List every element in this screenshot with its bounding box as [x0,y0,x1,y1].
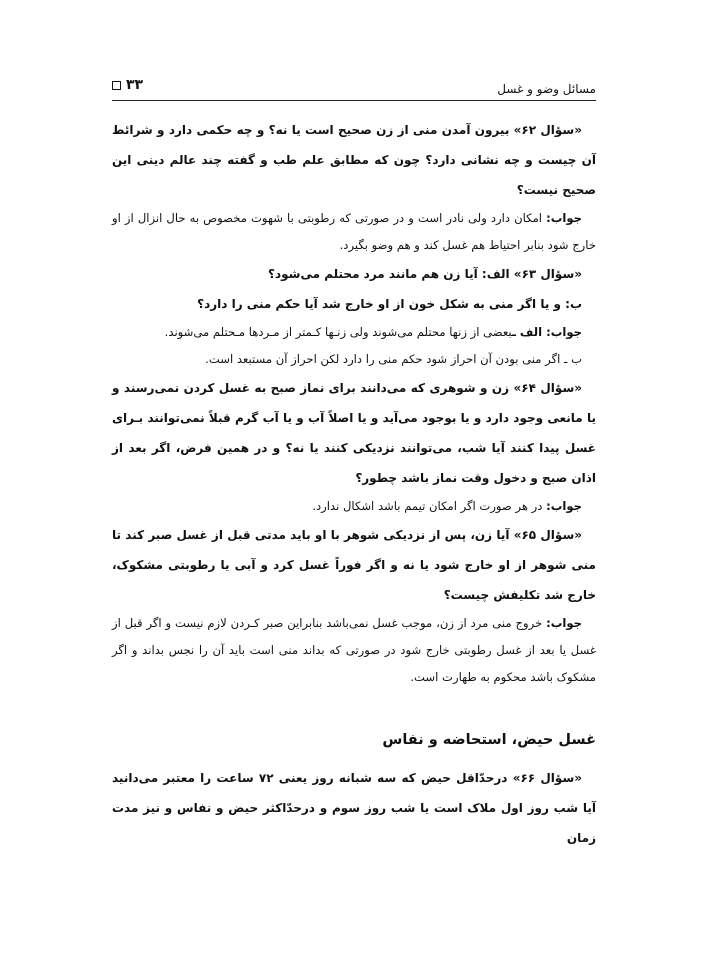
question-62 [112,115,596,205]
answer-63-b [112,346,596,373]
page-header [112,70,596,101]
question-label: «سؤال ۶۳» [513,267,582,281]
question-63-b [112,289,596,319]
question-66 [112,763,596,853]
question-64 [112,373,596,493]
section-heading: غسل حیض، استحاضه و نفاس [382,732,596,748]
answer-text: امکان دارد ولی نادر است و در صورتی که رطوبتی با شهوت مخصوص به حال انزال از او خارج شود بنابر احتیاط هم غسل کند و هم وضو بگیرد. [112,211,596,252]
answer-63-a [112,319,596,346]
answer-text: بعضی از زنها محتلم می‌شوند ولی زنـها کـمتر از مـردها مـحتلم می‌شوند. [164,325,512,339]
answer-text: در هر صورت اگر امکان تیمم باشد اشکال ندارد. [312,499,547,513]
answer-label: جواب: [546,616,582,630]
question-63-a [112,259,596,289]
question-label: «سؤال ۶۵» [513,528,582,542]
answer-65 [112,610,596,691]
question-65 [112,520,596,610]
question-text: الف: آیا زن هم مانند مرد محتلم می‌شود؟ [268,267,514,281]
question-label: «سؤال ۶۶» [512,771,582,785]
page-number: ۳۳ [126,77,144,93]
answer-label: جواب: [546,211,582,225]
answer-62 [112,205,596,259]
question-text: بیرون آمدن منی از زن صحیح است یا نه؟ و چه حکمی دارد و شرائط آن چیست و چه نشانی دارد؟ چون که مطابق علم طب و گفته چند عالم دینی این صحیح نیست؟ [112,123,596,197]
page-number-block [112,77,143,93]
question-text: زن و شوهری که می‌دانند برای نماز صبح به غسل کردن نمی‌رسند و یا مانعی وجود دارد و یا بوجود می‌آید و یا اصلاً آب و یا آب گرم قبلاً نمی‌توانند بـرای غسل پیدا کنند آیا شب، می‌توانند نزدیکی کنند یا نه؟ و در همین فرض، اگر بعد از اذان صبح و دخول وقت نماز باشد چطور؟ [112,381,596,485]
answer-64 [112,493,596,520]
answer-label: جواب: الف ـ [511,325,582,339]
question-text: آیا زن، پس از نزدیکی شوهر با او باید مدتی قبل از غسل صبر کند تا منی شوهر از او خارج شود یا نه و اگر فوراً غسل کرد و آبی یا رطوبتی مشکوک، خارج شد تکلیفش چیست؟ [112,528,596,602]
answer-label: جواب: [546,499,582,513]
question-text: درحدّاقل حیض که سه شبانه روز یعنی ۷۲ ساعت را معتبر می‌دانید آیا شب روز اول ملاک است یا شب روز سوم و درحدّاکثر حیض و نفاس و نیز مدت زمان [112,771,596,845]
book-page [112,70,596,853]
question-label: «سؤال ۶۲» [513,123,582,137]
question-label: «سؤال ۶۴» [513,381,582,395]
answer-text: ب ـ اگر منی بودن آن احراز شود حکم منی را دارد لکن احراز آن مستبعد است. [205,352,582,366]
square-ornament-icon [112,81,121,90]
running-title: مسائل وضو و غسل [497,82,596,96]
question-text: ب: و یا اگر منی به شکل خون از او خارج شد آیا حکم منی را دارد؟ [197,297,582,311]
page-content [112,115,596,853]
answer-text: خروج منی مرد از زن، موجب غسل نمی‌باشد بنابراین صبر کـردن لازم نیست و اگر قبل از غسل یا بعد از غسل رطوبتی خارج شود در صورتی که بداند منی است باید آن را نجس بداند و اگر مشکوک باشد محکوم به طهارت است. [112,616,596,684]
